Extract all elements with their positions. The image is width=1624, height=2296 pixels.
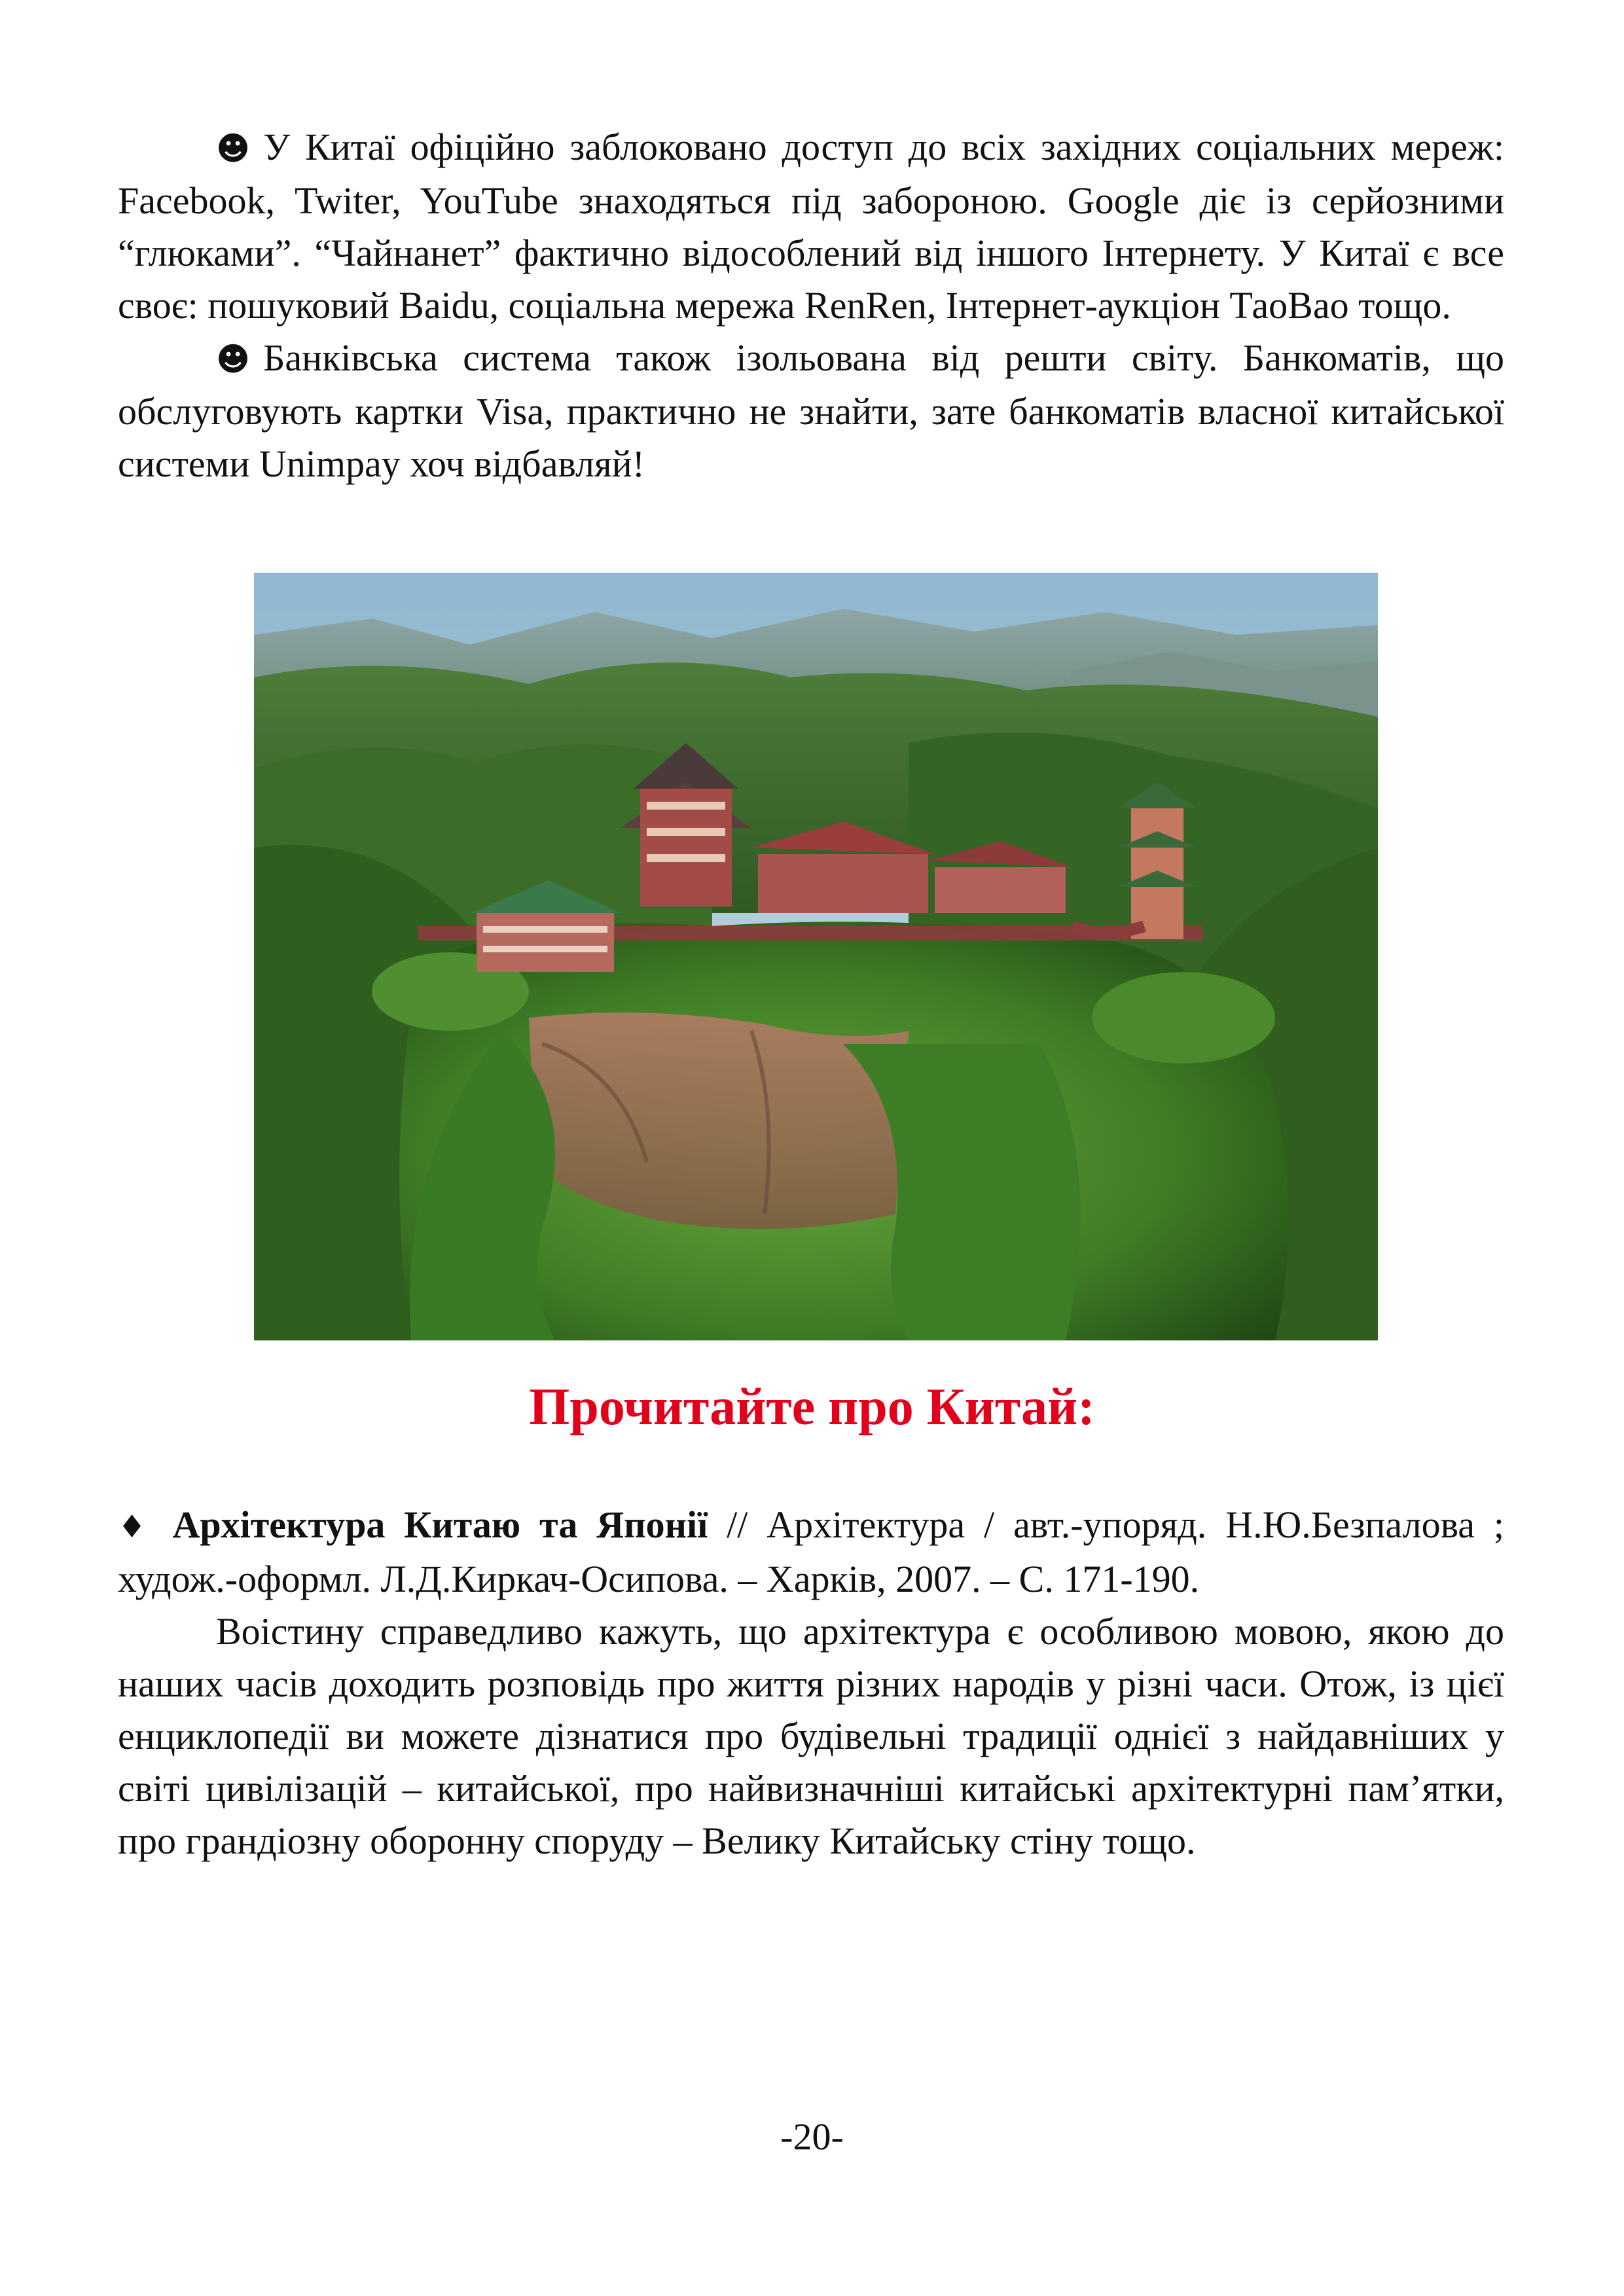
paragraph-internet	[118, 121, 1504, 332]
book-details: // Архітектура / авт.-упоряд. Н.Ю.Безпалова ; худож.-оформл. Л.Д.Киркач-Осипова. – Харків, 2007. – С. 171-190.	[118, 1503, 1504, 1600]
top-text-block	[118, 121, 1504, 490]
paragraph-internet-text: У Китаї офіційно заблоковано доступ до всіх західних соціальних мереж: Facebook, Twiter, YouTube знаходяться під забороною. Google діє із серйозними “глюками”. “Чайнанет” фактично відособлений від іншого Інтернету. У Китаї є все своє: пошуковий Baidu, соціальна мережа RenRen, Інтернет-аукціон ТаоВао тощо.	[118, 126, 1504, 327]
book-title: Архітектура Китаю та Японії	[172, 1503, 708, 1546]
bibliography-block	[118, 1499, 1504, 1867]
diamond-bullet-icon: ♦	[118, 1509, 156, 1545]
read-about-china-heading: Прочитайте про Китай:	[529, 1378, 1095, 1436]
paragraph-banking	[118, 332, 1504, 490]
temple-on-mountain-photo	[254, 573, 1378, 1340]
page-number: -20-	[780, 2115, 844, 2158]
paragraph-banking-text: Банківська система також ізольована від решти світу. Банкоматів, що обслуговують картки Visa, практично не знайти, зате банкоматів власної китайської системи Unimpay хоч відбавляй!	[118, 336, 1504, 485]
smiley-bullet-icon: ☻	[216, 340, 251, 378]
smiley-bullet-icon: ☻	[216, 130, 251, 168]
bibliography-entry	[118, 1499, 1504, 1605]
book-description: Воістину справедливо кажуть, що архітектура є особливою мовою, якою до наших часів доходить розповідь про життя різних народів у різні часи. Отож, із цієї енциклопедії ви можете дізнатися про будівельні традиції однієї з найдавніших у світі цивілізацій – китайської, про найвизначніші китайські архітектурні пам’ятки, про грандіозну оборонну споруду – Велику Китайську стіну тощо.	[118, 1610, 1504, 1862]
